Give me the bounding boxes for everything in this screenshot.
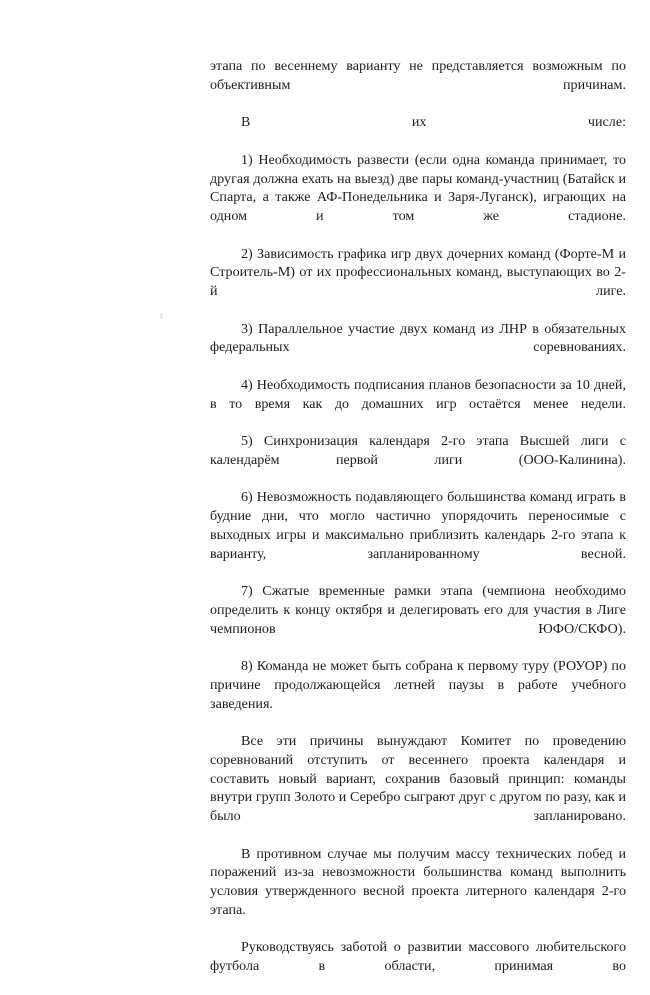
paragraph-continued: этапа по весеннему варианту не представляется возможным по объективным причинам. bbox=[210, 58, 626, 93]
paragraph-item-3: 3) Параллельное участие двух команд из ЛНР в обязательных федеральных соревнованиях. bbox=[210, 320, 626, 356]
paragraph-item-7: 7) Сжатые временные рамки этапа (чемпиона необходимо определить к концу октября и делегировать его для участия в Лиге чемпионов ЮФО/СКФО). bbox=[210, 583, 626, 637]
paragraph-v-ih-chisle: В их числе: bbox=[241, 114, 626, 131]
paragraph-rukovodstvuyas: Руководствуясь заботой о развитии массового любительского футбола в области, принимая во bbox=[210, 939, 626, 974]
paragraph-item-2: 2) Зависимость графика игр двух дочерних команд (Форте-М и Строитель-М) от их профессиональных команд, выступающих во 2-й лиге. bbox=[210, 245, 626, 299]
paragraph-item-4: 4) Необходимость подписания планов безопасности за 10 дней, в то время как до домашних игр остаётся менее недели. bbox=[210, 376, 626, 412]
paragraph-item-8: 8) Команда не может быть собрана к первому туру (РОУОР) по причине продолжающейся летней паузы в работе учебного заведения. bbox=[210, 658, 626, 712]
scan-artifact-speck bbox=[160, 313, 163, 319]
paragraph-item-5: 5) Синхронизация календаря 2-го этапа Высшей лиги с календарём первой лиги (ООО-Калинина). bbox=[210, 433, 626, 468]
paragraph-v-protivnom-sluchae: В противном случае мы получим массу технических побед и поражений из-за невозможности большинства команд выполнить условия утвержденного весной проекта литерного календаря 2-го этапа. bbox=[210, 845, 626, 918]
paragraph-vse-eti-prichiny: Все эти причины вынуждают Комитет по проведению соревнований отступить от весеннего проекта календаря и составить новый вариант, сохранив базовый принцип: команды внутри групп Золото и Серебро сыграют друг с другом по разу, как и было запланировано. bbox=[210, 733, 626, 824]
paragraph-item-1: 1) Необходимость развести (если одна команда принимает, то другая должна ехать на выезд) две пары команд-участниц (Батайск и Спарта, а также АФ-Понедельника и Заря-Луганск), играющих на одном и том же стадионе. bbox=[210, 151, 626, 224]
document-text-column bbox=[210, 57, 626, 995]
paragraph-item-6: 6) Невозможность подавляющего большинства команд играть в будние дни, что могло частично упорядочить переносимые с выходных игры и максимально приблизить календарь 2-го этапа к варианту, запланированному весной. bbox=[210, 489, 626, 562]
